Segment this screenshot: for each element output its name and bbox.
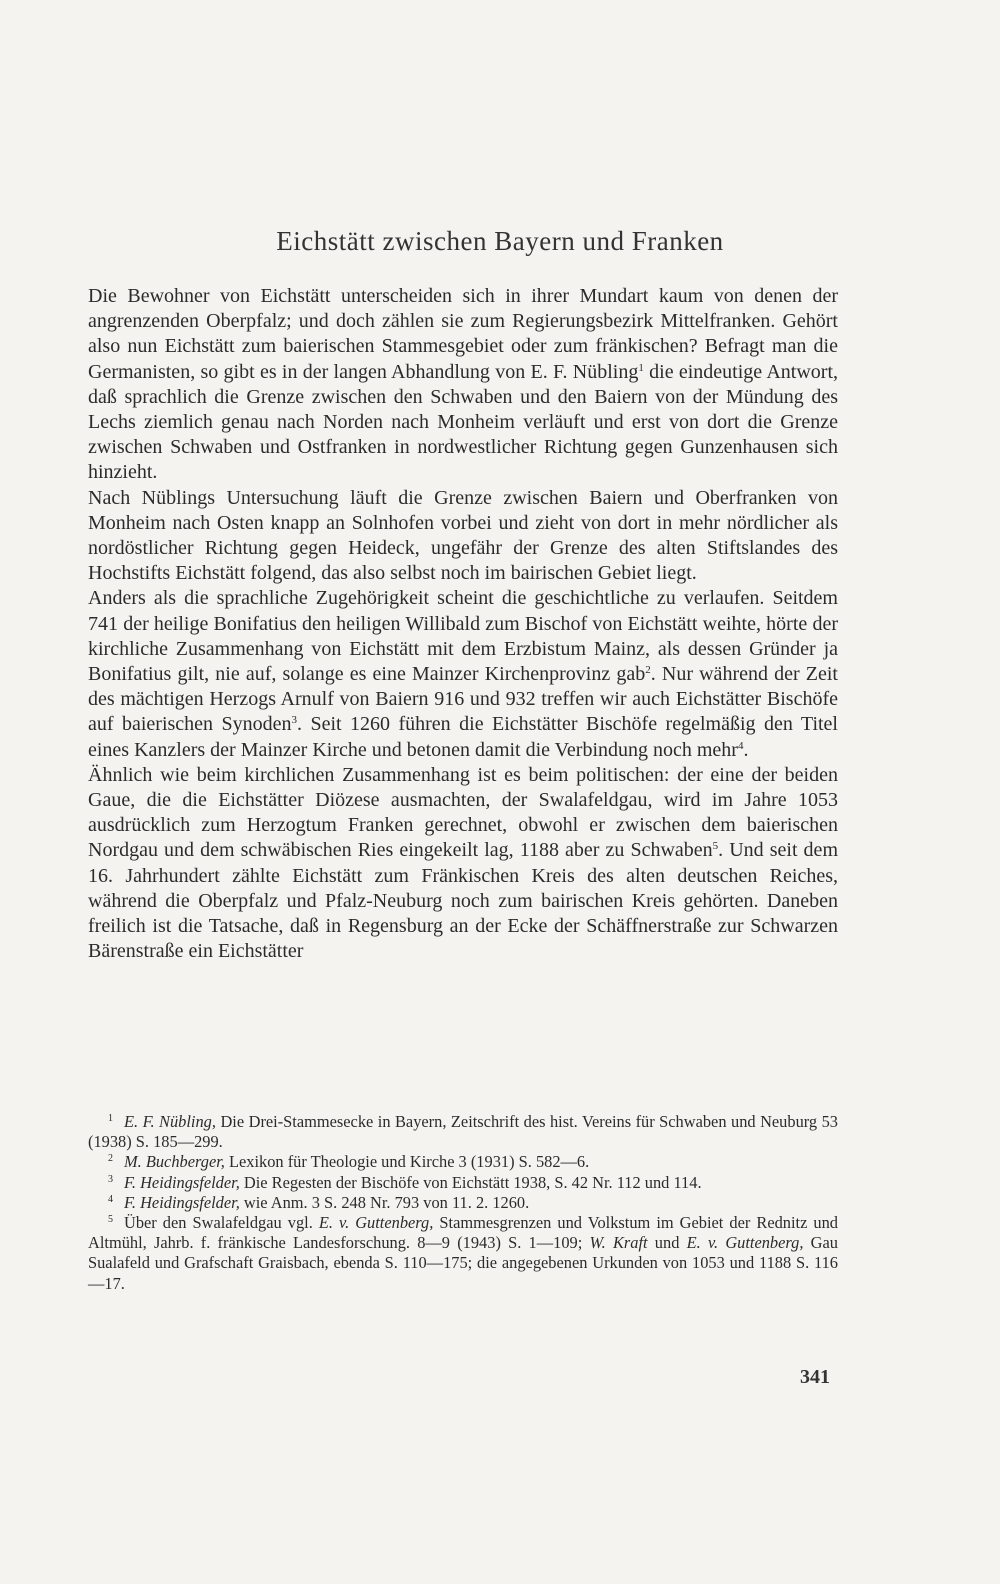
text-run: die eindeutige Antwort, daß sprachlich die Grenze zwischen den Schwaben und den Baiern von der Mündung des Lechs ziemlich genau nach Norden nach Monheim verläuft und erst von dort die Grenze zwischen Schwaben und Ostfranken in nordwestlicher Richtung gegen Gunzenhausen sich hinzieht. <box>88 360 839 484</box>
text-run: . Seit 1260 führen die Eichstätter Bischöfe regelmäßig den Titel eines Kanzlers der Mainzer Kirche und betonen damit die Verbindung noch mehr <box>88 713 838 761</box>
text-run: . Und seit dem 16. Jahrhundert zählte Eichstätt zum Fränkischen Kreis des alten deutschen Reiches, während die Oberpfalz und Pfalz-Neuburg noch zum bairischen Kreis gehörten. Daneben freilich ist die Tatsache, daß in Regensburg an der Ecke der Schäffnerstraße zur Schwarzen Bärenstraße ein Eichstätter <box>88 839 838 963</box>
footnote <box>88 1193 838 1213</box>
footnote-number: 1 <box>108 1113 113 1124</box>
paragraph <box>88 763 838 965</box>
paragraph <box>88 486 838 587</box>
footnote-ref: 4 <box>737 739 744 752</box>
footnote-number: 4 <box>108 1193 113 1205</box>
author-name: E. v. Guttenberg, <box>318 1213 434 1233</box>
text-run: . Nur während der Zeit des mächtigen Herzogs Arnulf von Baiern 916 und 932 treffen wir auch Eichstätter Bischöfe auf baierischen Synoden <box>88 663 838 736</box>
text-run: Gau Sualafeld und Grafschaft Graisbach, ebenda S. 110—175; die angegebenen Urkunden von 1053 und 1188 S. 116—17. <box>88 1233 838 1293</box>
footnote-number: 5 <box>108 1214 113 1226</box>
text-run: und <box>647 1233 687 1253</box>
footnote <box>88 1112 838 1152</box>
text-run: Die Bewohner von Eichstätt unterscheiden sich in ihrer Mundart kaum von denen der angrenzenden Oberpfalz; und doch zählen sie zum Regierungsbezirk Mittelfranken. Gehört also nun Eichstätt zum baierischen Stammesgebiet oder zum fränkischen? Befragt man die Germanisten, so gibt es in der langen Abhandlung von E. F. Nübling <box>88 285 838 383</box>
paragraph <box>88 586 838 762</box>
footnote-ref: 5 <box>712 840 719 853</box>
author-name: W. Kraft <box>589 1233 648 1253</box>
footnote-ref: 1 <box>638 361 644 374</box>
author-name: E. v. Guttenberg, <box>686 1233 804 1253</box>
footnote <box>88 1173 838 1193</box>
text-run: Nach Nüblings Untersuchung läuft die Grenze zwischen Baiern und Oberfranken von Monheim nach Osten knapp an Solnhofen vorbei und zieht von dort in mehr nördlicher als nordöstlicher Richtung gegen Heideck, ungefähr der Grenze des alten Stiftslandes des Hochstifts Eichstätt folgend, das also selbst noch im bairischen Gebiet liegt. <box>88 486 838 585</box>
footnote <box>88 1213 838 1294</box>
author-name: F. Heidingsfelder, <box>124 1192 240 1212</box>
text-run: wie Anm. 3 S. 248 Nr. 793 von 11. 2. 1260. <box>239 1192 530 1212</box>
text-run: Stammesgrenzen und Volkstum im Gebiet der Rednitz und Altmühl, Jahrb. f. fränkische Landesforschung. 8—9 (1943) S. 1—109; <box>88 1213 838 1253</box>
body-text <box>88 284 838 964</box>
text-run: Anders als die sprachliche Zugehörigkeit scheint die geschichtliche zu verlaufen. Seitdem 741 der heilige Bonifatius den heiligen Willibald zum Bischof von Eichstätt weihte, hörte der kirchliche Zusammenhang von Eichstätt mit dem Erzbistum Mainz, als dessen Gründer ja Bonifatius gilt, nie auf, solange es eine Mainzer Kirchenprovinz gab <box>88 587 838 686</box>
footnote <box>88 1152 838 1172</box>
text-run: . <box>743 738 749 761</box>
author-name: E. F. Nübling, <box>124 1112 216 1131</box>
footnote-ref: 2 <box>645 664 651 677</box>
text-run: Lexikon für Theologie und Kirche 3 (1931) S. 582—6. <box>224 1152 590 1172</box>
author-name: F. Heidingsfelder, <box>124 1172 240 1192</box>
text-run: Ähnlich wie beim kirchlichen Zusammenhang ist es beim politischen: der eine der beiden Gaue, die die Eichstätter Diözese ausmachten, der Swalafeldgau, wird im Jahre 1053 ausdrücklich zum Herzogtum Franken gerechnet, obwohl er zwischen dem baierischen Nordgau und dem schwäbischen Ries eingekeilt lag, 1188 aber zu Schwaben <box>88 763 838 862</box>
footnote-ref: 3 <box>291 714 298 727</box>
author-name: M. Buchberger, <box>124 1152 225 1172</box>
text-run: Über den Swalafeldgau vgl. <box>124 1213 319 1233</box>
footnotes <box>88 1112 838 1294</box>
footnote-number: 3 <box>108 1173 113 1185</box>
chapter-title: Eichstätt zwischen Bayern und Franken <box>276 226 724 256</box>
text-run: Die Drei-Stammesecke in Bayern, Zeitschrift des hist. Vereins für Schwaben und Neuburg 53 (1938) S. 185—299. <box>88 1112 838 1152</box>
page-number: 341 <box>800 1366 830 1388</box>
text-run: Die Regesten der Bischöfe von Eichstätt 1938, S. 42 Nr. 112 und 114. <box>239 1172 702 1192</box>
footnote-number: 2 <box>108 1153 113 1165</box>
paragraph <box>88 284 838 486</box>
